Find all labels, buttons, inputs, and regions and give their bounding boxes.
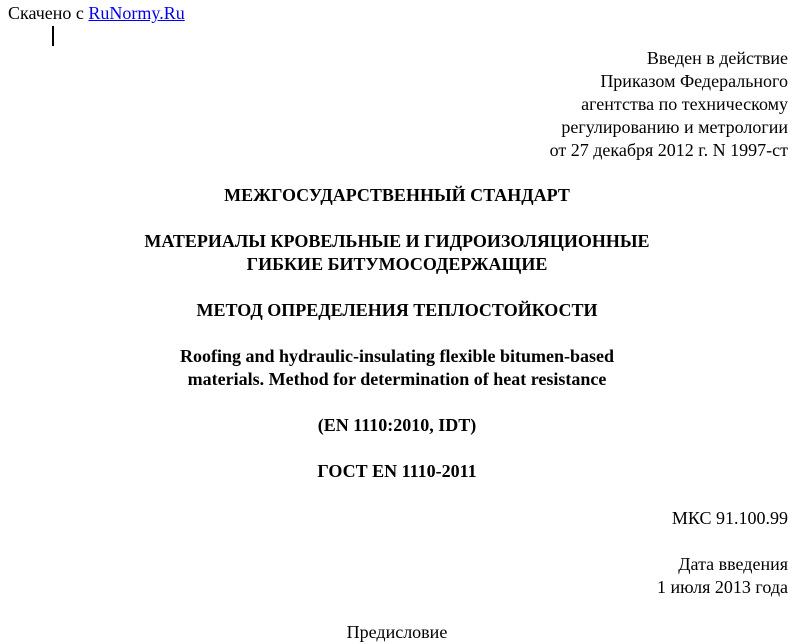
introduction-block <box>550 47 788 162</box>
materials-title <box>0 230 794 276</box>
source-prefix: Скачено с <box>8 3 89 23</box>
standard-designation: ГОСТ EN 1110-2011 <box>317 461 477 481</box>
standard-type-heading: МЕЖГОСУДАРСТВЕННЫЙ СТАНДАРТ <box>224 185 570 205</box>
runormy-link[interactable]: RuNormy.Ru <box>88 3 185 23</box>
intro-line: регулированию и метрологии <box>561 117 788 137</box>
english-title <box>0 345 794 391</box>
intro-line: от 27 декабря 2012 г. N 1997-ст <box>549 140 788 160</box>
equivalence-note: (EN 1110:2010, IDT) <box>317 415 477 435</box>
text-cursor <box>52 26 54 46</box>
english-title-line: materials. Method for determination of heat resistance <box>187 369 607 389</box>
source-line <box>8 2 185 25</box>
classification-code: МКС 91.100.99 <box>671 508 788 528</box>
intro-line: агентства по техническому <box>581 94 788 114</box>
materials-title-line: МАТЕРИАЛЫ КРОВЕЛЬНЫЕ И ГИДРОИЗОЛЯЦИОННЫЕ <box>144 231 650 251</box>
effective-date-block <box>657 553 788 599</box>
english-title-line: Roofing and hydraulic-insulating flexible bitumen-based <box>179 346 615 366</box>
effective-date-label: Дата введения <box>678 554 788 574</box>
intro-line: Введен в действие <box>646 48 788 68</box>
foreword-heading: Предисловие <box>346 622 448 642</box>
intro-line: Приказом Федерального <box>600 71 788 91</box>
materials-title-line: ГИБКИЕ БИТУМОСОДЕРЖАЩИЕ <box>246 254 548 274</box>
effective-date-value: 1 июля 2013 года <box>657 577 788 597</box>
method-title: МЕТОД ОПРЕДЕЛЕНИЯ ТЕПЛОСТОЙКОСТИ <box>196 300 598 320</box>
